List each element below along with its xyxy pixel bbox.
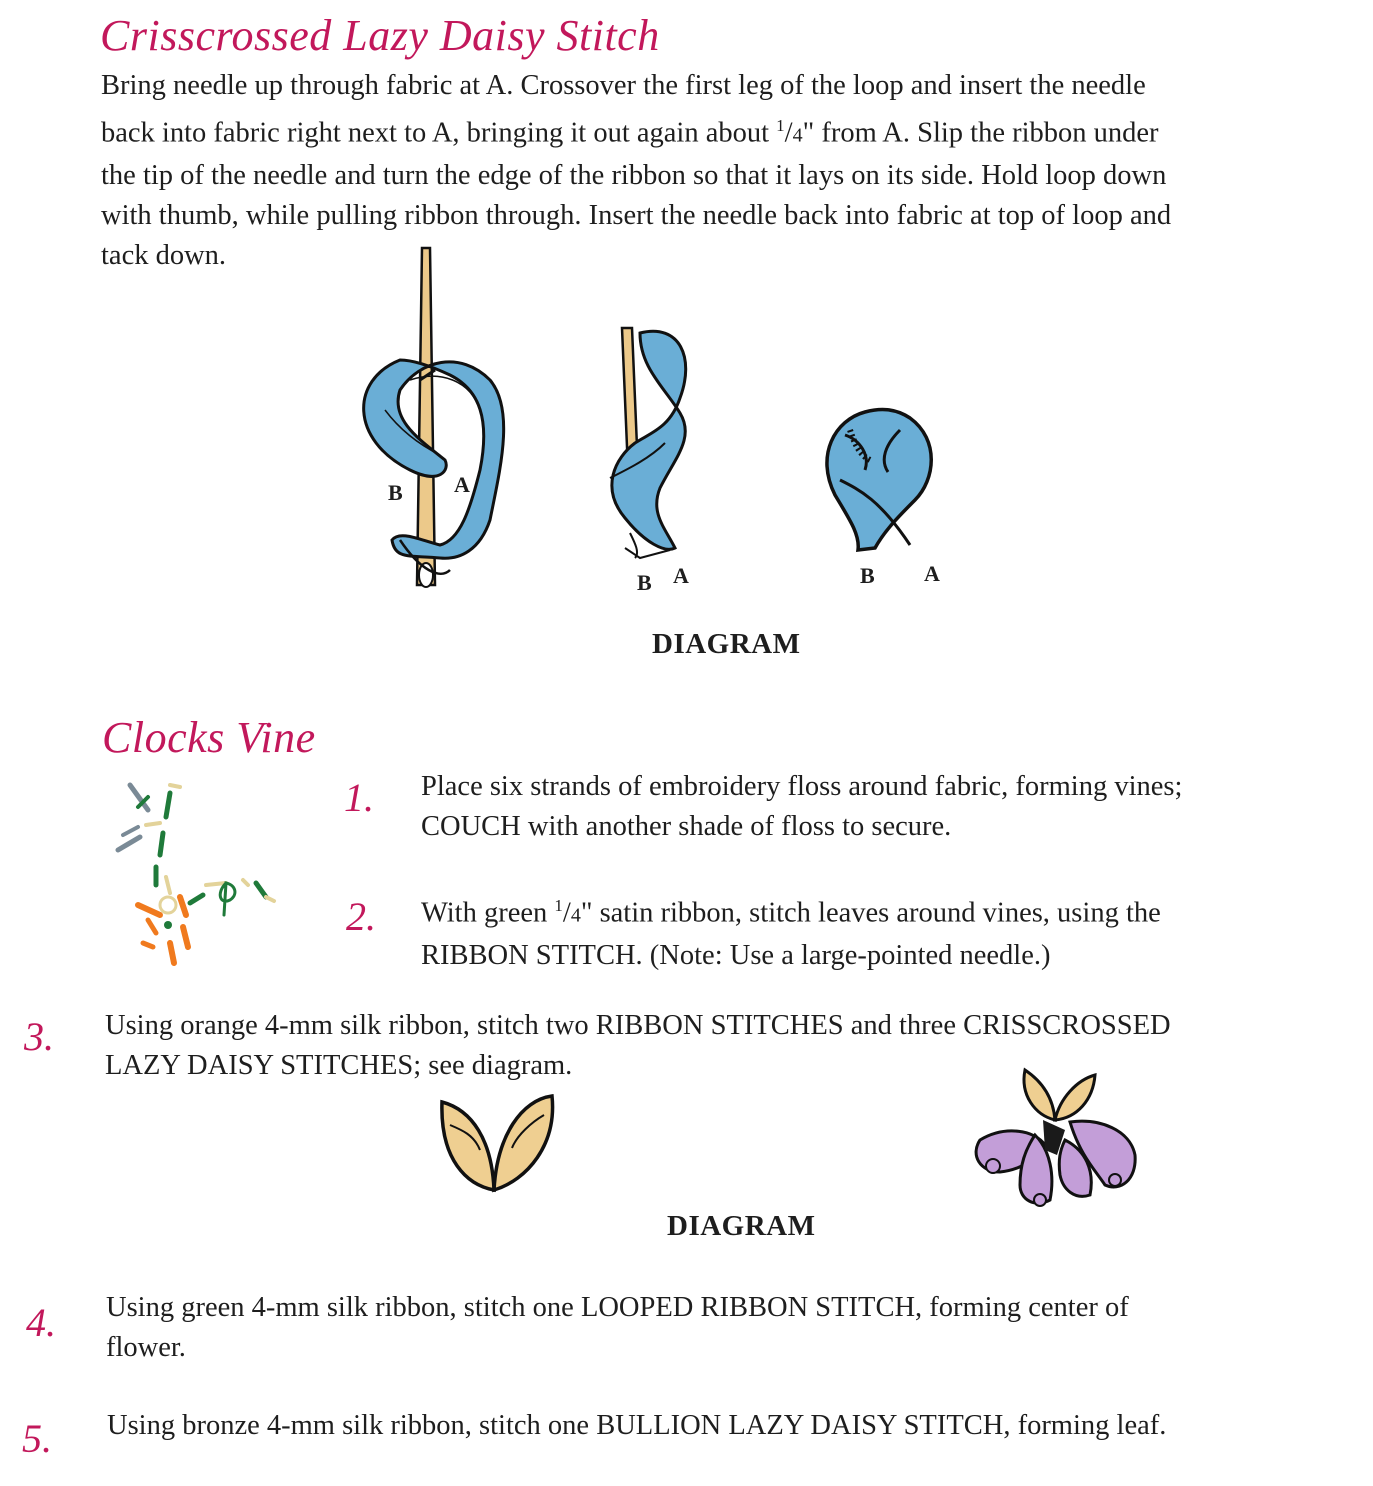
step-text-part: " satin ribbon, stitch leaves around vines, using the [580,897,1161,929]
fraction-slash: / [784,117,793,149]
paragraph-line [101,106,1366,156]
step-text: Using bronze 4-mm silk ribbon, stitch one BULLION LAZY DAISY STITCH, forming leaf. [107,1410,1167,1441]
paragraph-text: " from A. Slip the ribbon under [802,117,1159,149]
paragraph-line: Bring needle up through fabric at A. Crossover the first leg of the loop and insert the needle [101,70,1146,101]
paragraph-text: back into fabric right next to A, bringing it out again about [101,117,777,149]
step-text: Using orange 4-mm silk ribbon, stitch two RIBBON STITCHES and three CRISSCROSSED LAZY DAISY STITCHES; see diagram. [105,1010,1171,1081]
flower-diagram [965,1060,1150,1220]
point-label-a: A [673,563,689,588]
diagram-caption: DIAGRAM [667,1210,816,1242]
step-text: Using green 4-mm silk ribbon, stitch one LOOPED RIBBON STITCH, forming center of flower. [106,1292,1129,1363]
step-number: 1. [344,775,374,820]
step-number: 4. [26,1300,56,1345]
point-label-b: B [860,563,875,588]
instruction-paragraph [101,66,1366,276]
stitch-figure-3 [810,400,960,570]
step-text: Place six strands of embroidery floss around fabric, forming vines; COUCH with another shade of floss to secure. [421,771,1183,842]
ribbon-stitch-leaves-diagram [432,1090,562,1200]
fraction-denominator: 4 [570,904,581,927]
fraction-numerator: 1 [776,116,785,135]
step-line [421,886,1351,936]
stitch-figure-1 [340,240,540,600]
step-number: 5. [22,1416,52,1461]
step-number: 3. [24,1014,54,1059]
step-text-part: With green [421,897,555,929]
fraction-numerator: 1 [554,896,563,915]
point-label-a: A [454,472,470,497]
paragraph-line: the tip of the needle and turn the edge of the ribbon so that it lays on its side. Hold loop down [101,159,1167,191]
point-label-b: B [637,570,652,595]
clocks-vine-illustration [108,765,288,975]
stitch-figure-2 [580,318,720,578]
fraction-slash: / [562,897,571,929]
paragraph-line: with thumb, while pulling ribbon through. Insert the needle back into fabric at top of loop and [101,199,1172,231]
step-line: RIBBON STITCH. (Note: Use a large-pointed needle.) [421,939,1051,971]
diagram-caption: DIAGRAM [652,628,801,660]
step-text [421,886,1351,976]
step-number: 2. [346,894,376,939]
fraction-denominator: 4 [792,124,803,147]
paragraph-line: tack down. [101,239,227,271]
point-label-b: B [388,480,403,505]
point-label-a: A [924,561,940,586]
section-title-clocks-vine: Clocks Vine [102,713,316,762]
needle-shape [417,248,435,585]
section-title-crisscrossed-lazy-daisy: Crisscrossed Lazy Daisy Stitch [100,11,660,60]
